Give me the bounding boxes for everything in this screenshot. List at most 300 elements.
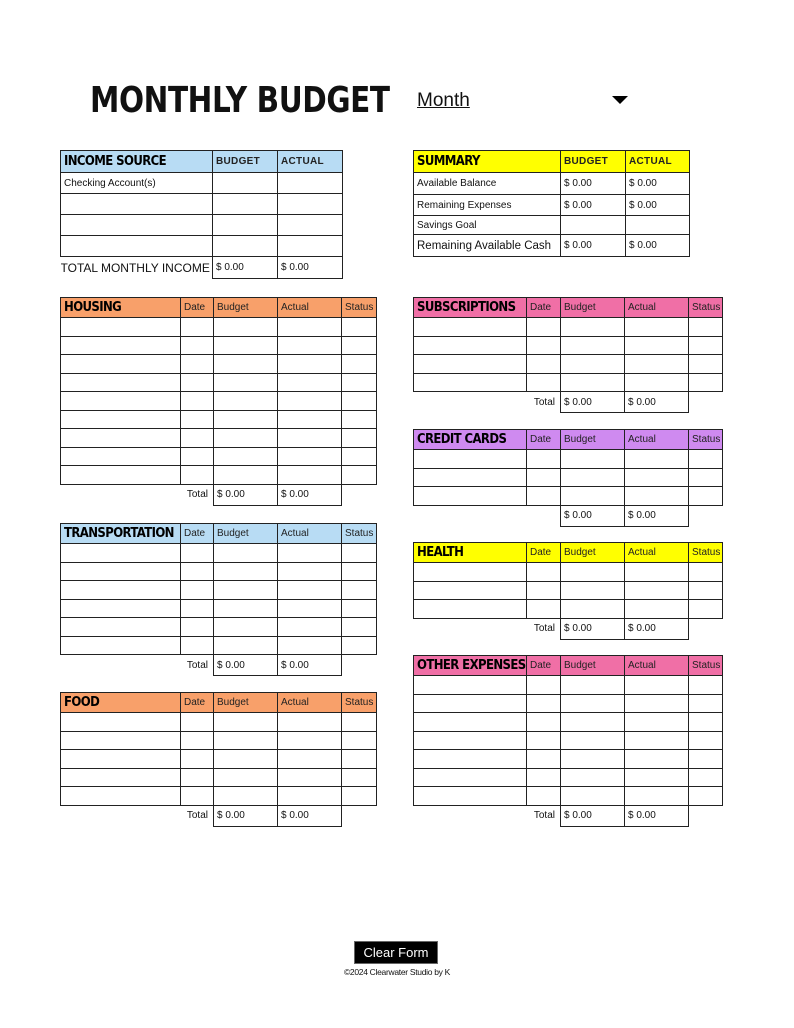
status-cell[interactable] bbox=[342, 373, 377, 392]
item-cell[interactable] bbox=[414, 487, 527, 506]
column-header-status: Status bbox=[689, 656, 723, 676]
date-cell[interactable] bbox=[181, 373, 214, 392]
date-cell[interactable] bbox=[181, 336, 214, 355]
status-cell[interactable] bbox=[342, 599, 377, 618]
actual-cell[interactable] bbox=[278, 373, 342, 392]
status-cell[interactable] bbox=[689, 336, 723, 355]
column-header-date: Date bbox=[181, 693, 214, 713]
table-row bbox=[61, 318, 377, 337]
actual-cell[interactable] bbox=[625, 487, 689, 506]
status-cell[interactable] bbox=[342, 636, 377, 655]
table-row bbox=[61, 355, 377, 374]
actual-cell[interactable] bbox=[278, 787, 342, 806]
actual-cell[interactable] bbox=[625, 318, 689, 337]
total-actual: $ 0.00 bbox=[625, 392, 689, 413]
month-dropdown[interactable]: Month bbox=[417, 90, 470, 111]
date-cell[interactable] bbox=[527, 787, 561, 806]
budget-cell[interactable] bbox=[214, 466, 278, 485]
actual-cell[interactable] bbox=[278, 544, 342, 563]
total-label: Total bbox=[186, 659, 208, 671]
total-budget: $ 0.00 bbox=[213, 257, 278, 279]
date-cell[interactable] bbox=[181, 466, 214, 485]
budget-cell[interactable] bbox=[561, 581, 625, 600]
status-cell[interactable] bbox=[689, 355, 723, 374]
date-cell[interactable] bbox=[527, 336, 561, 355]
status-cell[interactable] bbox=[689, 731, 723, 750]
summary-header bbox=[414, 151, 690, 173]
budget-cell[interactable] bbox=[561, 318, 625, 337]
item-cell[interactable] bbox=[61, 429, 181, 448]
status-cell[interactable] bbox=[689, 487, 723, 506]
actual-cell: $ 0.00 bbox=[626, 173, 690, 195]
actual-cell[interactable] bbox=[278, 731, 342, 750]
budget-cell[interactable] bbox=[561, 487, 625, 506]
item-cell[interactable] bbox=[414, 600, 527, 619]
table-row bbox=[61, 194, 343, 215]
column-header-budget: BUDGET bbox=[561, 151, 626, 173]
status-cell[interactable] bbox=[342, 544, 377, 563]
budget-cell[interactable] bbox=[561, 468, 625, 487]
date-cell[interactable] bbox=[181, 355, 214, 374]
table-row bbox=[414, 787, 723, 806]
actual-cell[interactable] bbox=[278, 318, 342, 337]
table-row bbox=[414, 235, 690, 257]
housing-table bbox=[60, 297, 377, 506]
section-header bbox=[61, 693, 377, 713]
status-cell[interactable] bbox=[342, 355, 377, 374]
status-cell[interactable] bbox=[689, 787, 723, 806]
item-cell[interactable] bbox=[61, 599, 181, 618]
table-row bbox=[61, 410, 377, 429]
total-label: Total bbox=[533, 396, 555, 408]
date-cell[interactable] bbox=[181, 713, 214, 732]
column-header-actual: Actual bbox=[278, 298, 342, 318]
date-cell[interactable] bbox=[527, 731, 561, 750]
budget-cell[interactable] bbox=[561, 450, 625, 469]
status-cell[interactable] bbox=[689, 750, 723, 769]
actual-cell[interactable] bbox=[625, 468, 689, 487]
date-cell[interactable] bbox=[181, 768, 214, 787]
actual-cell[interactable] bbox=[626, 216, 690, 235]
clear-form-button[interactable]: Clear Form bbox=[354, 941, 438, 964]
date-cell[interactable] bbox=[181, 429, 214, 448]
table-row bbox=[61, 544, 377, 563]
status-cell[interactable] bbox=[689, 676, 723, 695]
budget-cell[interactable] bbox=[214, 599, 278, 618]
table-row bbox=[61, 618, 377, 637]
budget-cell[interactable] bbox=[214, 447, 278, 466]
income-source-cell[interactable] bbox=[61, 236, 213, 257]
status-cell[interactable] bbox=[342, 429, 377, 448]
table-row bbox=[61, 787, 377, 806]
status-cell[interactable] bbox=[342, 618, 377, 637]
item-cell[interactable] bbox=[414, 373, 527, 392]
total-budget: $ 0.00 bbox=[214, 655, 278, 676]
column-header-budget: Budget bbox=[214, 693, 278, 713]
summary-label: Available Balance bbox=[414, 173, 561, 195]
budget-cell[interactable] bbox=[561, 713, 625, 732]
table-row bbox=[414, 487, 723, 506]
total-actual: $ 0.00 bbox=[278, 655, 342, 676]
column-header-date: Date bbox=[527, 298, 561, 318]
section-title: TRANSPORTATION bbox=[61, 524, 181, 544]
income-source-cell[interactable] bbox=[61, 215, 213, 236]
status-cell[interactable] bbox=[342, 713, 377, 732]
item-cell[interactable] bbox=[414, 450, 527, 469]
actual-cell[interactable] bbox=[625, 450, 689, 469]
status-cell[interactable] bbox=[689, 563, 723, 582]
column-header-actual: Actual bbox=[625, 298, 689, 318]
total-budget: $ 0.00 bbox=[561, 392, 625, 413]
total-label: TOTAL MONTHLY INCOME bbox=[60, 260, 210, 275]
income-header bbox=[61, 151, 343, 173]
date-cell[interactable] bbox=[181, 618, 214, 637]
income-source-cell[interactable] bbox=[61, 194, 213, 215]
item-cell[interactable] bbox=[414, 750, 527, 769]
section-title: INCOME SOURCE bbox=[61, 151, 213, 173]
budget-cell[interactable] bbox=[561, 216, 626, 235]
budget-cell[interactable] bbox=[561, 373, 625, 392]
table-row bbox=[61, 336, 377, 355]
date-cell[interactable] bbox=[181, 410, 214, 429]
actual-cell[interactable] bbox=[278, 618, 342, 637]
date-cell[interactable] bbox=[527, 373, 561, 392]
column-header-status: Status bbox=[689, 430, 723, 450]
section-title: SUMMARY bbox=[414, 151, 561, 173]
item-cell[interactable] bbox=[414, 355, 527, 374]
item-cell[interactable] bbox=[61, 562, 181, 581]
status-cell[interactable] bbox=[689, 600, 723, 619]
budget-cell[interactable] bbox=[214, 410, 278, 429]
budget-cell[interactable] bbox=[561, 750, 625, 769]
column-header-budget: Budget bbox=[214, 524, 278, 544]
table-row bbox=[61, 581, 377, 600]
status-cell[interactable] bbox=[342, 768, 377, 787]
actual-cell[interactable] bbox=[625, 676, 689, 695]
date-cell[interactable] bbox=[527, 487, 561, 506]
actual-cell[interactable] bbox=[278, 236, 343, 257]
budget-cell[interactable] bbox=[214, 618, 278, 637]
budget-cell[interactable] bbox=[214, 581, 278, 600]
date-cell[interactable] bbox=[181, 562, 214, 581]
table-row bbox=[61, 236, 343, 257]
total-actual: $ 0.00 bbox=[278, 805, 342, 826]
total-label bbox=[527, 505, 561, 526]
budget-cell[interactable] bbox=[214, 713, 278, 732]
budget-cell[interactable] bbox=[213, 215, 278, 236]
item-cell[interactable] bbox=[61, 768, 181, 787]
actual-cell[interactable] bbox=[625, 355, 689, 374]
table-row bbox=[414, 750, 723, 769]
status-cell[interactable] bbox=[342, 787, 377, 806]
date-cell[interactable] bbox=[181, 447, 214, 466]
budget-cell[interactable] bbox=[214, 336, 278, 355]
table-row bbox=[414, 694, 723, 713]
budget-cell[interactable] bbox=[214, 636, 278, 655]
item-cell[interactable] bbox=[414, 336, 527, 355]
total-label: Total bbox=[186, 810, 208, 822]
status-cell[interactable] bbox=[342, 562, 377, 581]
budget-cell[interactable] bbox=[561, 676, 625, 695]
item-cell[interactable] bbox=[61, 392, 181, 411]
status-cell[interactable] bbox=[342, 410, 377, 429]
summary-label: Remaining Expenses bbox=[414, 195, 561, 216]
section-title: SUBSCRIPTIONS bbox=[414, 298, 527, 318]
actual-cell[interactable] bbox=[278, 636, 342, 655]
section-header bbox=[61, 298, 377, 318]
date-cell[interactable] bbox=[181, 599, 214, 618]
table-row bbox=[61, 768, 377, 787]
total-row bbox=[61, 655, 377, 676]
item-cell[interactable] bbox=[61, 636, 181, 655]
column-header-budget: Budget bbox=[214, 298, 278, 318]
table-row bbox=[61, 562, 377, 581]
table-row bbox=[61, 215, 343, 236]
item-cell[interactable] bbox=[414, 676, 527, 695]
date-cell[interactable] bbox=[181, 581, 214, 600]
date-cell[interactable] bbox=[527, 581, 561, 600]
status-cell[interactable] bbox=[689, 581, 723, 600]
actual-cell[interactable] bbox=[278, 562, 342, 581]
column-header-status: Status bbox=[689, 298, 723, 318]
budget-cell[interactable] bbox=[214, 355, 278, 374]
date-cell[interactable] bbox=[527, 600, 561, 619]
item-cell[interactable] bbox=[61, 787, 181, 806]
item-cell[interactable] bbox=[414, 468, 527, 487]
actual-cell[interactable] bbox=[278, 466, 342, 485]
item-cell[interactable] bbox=[414, 787, 527, 806]
actual-cell[interactable] bbox=[278, 750, 342, 769]
item-cell[interactable] bbox=[61, 544, 181, 563]
other-expenses-table bbox=[413, 655, 723, 827]
item-cell[interactable] bbox=[61, 336, 181, 355]
actual-cell[interactable] bbox=[625, 694, 689, 713]
date-cell[interactable] bbox=[527, 694, 561, 713]
actual-cell[interactable] bbox=[278, 194, 343, 215]
section-title: HEALTH bbox=[414, 543, 527, 563]
item-cell[interactable] bbox=[414, 694, 527, 713]
date-cell[interactable] bbox=[181, 544, 214, 563]
date-cell[interactable] bbox=[527, 355, 561, 374]
actual-cell[interactable] bbox=[278, 713, 342, 732]
table-row bbox=[414, 318, 723, 337]
column-header-actual: Actual bbox=[278, 693, 342, 713]
section-title: OTHER EXPENSES bbox=[414, 656, 527, 676]
actual-cell[interactable] bbox=[278, 429, 342, 448]
status-cell[interactable] bbox=[689, 694, 723, 713]
date-cell[interactable] bbox=[181, 787, 214, 806]
total-row bbox=[414, 392, 723, 413]
budget-cell[interactable] bbox=[214, 787, 278, 806]
summary-table bbox=[413, 150, 690, 257]
table-row bbox=[61, 447, 377, 466]
date-cell[interactable] bbox=[527, 318, 561, 337]
table-row bbox=[61, 373, 377, 392]
column-header-date: Date bbox=[527, 656, 561, 676]
budget-cell[interactable] bbox=[561, 694, 625, 713]
total-budget: $ 0.00 bbox=[561, 805, 625, 826]
table-row bbox=[414, 676, 723, 695]
date-cell[interactable] bbox=[527, 750, 561, 769]
actual-cell[interactable] bbox=[625, 787, 689, 806]
actual-cell[interactable] bbox=[278, 173, 343, 194]
status-cell[interactable] bbox=[342, 318, 377, 337]
status-cell[interactable] bbox=[689, 768, 723, 787]
budget-cell[interactable] bbox=[214, 392, 278, 411]
table-row bbox=[61, 466, 377, 485]
item-cell[interactable] bbox=[61, 318, 181, 337]
actual-cell[interactable] bbox=[625, 600, 689, 619]
item-cell[interactable] bbox=[61, 355, 181, 374]
item-cell[interactable] bbox=[414, 581, 527, 600]
status-cell[interactable] bbox=[689, 713, 723, 732]
budget-cell[interactable] bbox=[214, 731, 278, 750]
item-cell[interactable] bbox=[61, 618, 181, 637]
column-header-status: Status bbox=[342, 298, 377, 318]
actual-cell[interactable] bbox=[625, 563, 689, 582]
status-cell[interactable] bbox=[342, 750, 377, 769]
budget-cell[interactable] bbox=[214, 750, 278, 769]
budget-cell[interactable] bbox=[213, 236, 278, 257]
total-budget: $ 0.00 bbox=[561, 618, 625, 639]
total-label: Total bbox=[533, 623, 555, 635]
actual-cell[interactable] bbox=[625, 731, 689, 750]
actual-cell[interactable] bbox=[625, 581, 689, 600]
item-cell[interactable] bbox=[61, 373, 181, 392]
actual-cell[interactable] bbox=[278, 355, 342, 374]
actual-cell[interactable] bbox=[278, 768, 342, 787]
section-header bbox=[414, 543, 723, 563]
column-header-budget: Budget bbox=[561, 656, 625, 676]
status-cell[interactable] bbox=[689, 450, 723, 469]
budget-cell[interactable] bbox=[214, 768, 278, 787]
status-cell[interactable] bbox=[342, 336, 377, 355]
table-row bbox=[414, 768, 723, 787]
status-cell[interactable] bbox=[689, 373, 723, 392]
total-budget: $ 0.00 bbox=[214, 484, 278, 505]
actual-cell[interactable] bbox=[278, 392, 342, 411]
date-cell[interactable] bbox=[527, 468, 561, 487]
budget-cell[interactable] bbox=[214, 373, 278, 392]
status-cell[interactable] bbox=[342, 447, 377, 466]
budget-cell[interactable] bbox=[561, 563, 625, 582]
status-cell[interactable] bbox=[689, 318, 723, 337]
table-row bbox=[414, 563, 723, 582]
table-row bbox=[61, 429, 377, 448]
section-title: FOOD bbox=[61, 693, 181, 713]
status-cell[interactable] bbox=[342, 581, 377, 600]
actual-cell[interactable] bbox=[278, 215, 343, 236]
table-row bbox=[61, 173, 343, 194]
date-cell[interactable] bbox=[181, 750, 214, 769]
budget-cell[interactable] bbox=[214, 429, 278, 448]
column-header-date: Date bbox=[527, 543, 561, 563]
budget-cell[interactable] bbox=[214, 562, 278, 581]
date-cell[interactable] bbox=[181, 318, 214, 337]
column-header-actual: Actual bbox=[625, 430, 689, 450]
total-row bbox=[414, 618, 723, 639]
table-row bbox=[414, 173, 690, 195]
budget-cell[interactable] bbox=[561, 336, 625, 355]
actual-cell[interactable] bbox=[278, 599, 342, 618]
item-cell[interactable] bbox=[414, 768, 527, 787]
actual-cell[interactable] bbox=[278, 336, 342, 355]
section-header bbox=[414, 656, 723, 676]
date-cell[interactable] bbox=[181, 731, 214, 750]
status-cell[interactable] bbox=[342, 731, 377, 750]
date-cell[interactable] bbox=[181, 636, 214, 655]
budget-cell[interactable] bbox=[214, 544, 278, 563]
section-header bbox=[414, 430, 723, 450]
item-cell[interactable] bbox=[414, 563, 527, 582]
budget-cell[interactable] bbox=[561, 787, 625, 806]
item-cell[interactable] bbox=[414, 713, 527, 732]
item-cell[interactable] bbox=[61, 713, 181, 732]
item-cell[interactable] bbox=[61, 410, 181, 429]
status-cell[interactable] bbox=[689, 468, 723, 487]
date-cell[interactable] bbox=[527, 450, 561, 469]
date-cell[interactable] bbox=[527, 563, 561, 582]
item-cell[interactable] bbox=[61, 447, 181, 466]
actual-cell[interactable] bbox=[278, 447, 342, 466]
item-cell[interactable] bbox=[414, 731, 527, 750]
status-cell[interactable] bbox=[342, 466, 377, 485]
column-header-actual: ACTUAL bbox=[626, 151, 690, 173]
item-cell[interactable] bbox=[61, 731, 181, 750]
actual-cell[interactable] bbox=[625, 336, 689, 355]
actual-cell[interactable] bbox=[278, 410, 342, 429]
health-table bbox=[413, 542, 723, 640]
budget-cell[interactable] bbox=[213, 194, 278, 215]
actual-cell[interactable] bbox=[625, 768, 689, 787]
chevron-down-icon[interactable] bbox=[612, 96, 628, 104]
food-table bbox=[60, 692, 377, 827]
budget-cell[interactable] bbox=[214, 318, 278, 337]
actual-cell[interactable] bbox=[625, 373, 689, 392]
income-source-cell[interactable]: Checking Account(s) bbox=[61, 173, 213, 194]
table-row bbox=[61, 392, 377, 411]
item-cell[interactable] bbox=[61, 750, 181, 769]
date-cell[interactable] bbox=[527, 713, 561, 732]
item-cell[interactable] bbox=[61, 466, 181, 485]
budget-cell[interactable] bbox=[561, 355, 625, 374]
actual-cell[interactable] bbox=[625, 750, 689, 769]
budget-cell[interactable] bbox=[561, 600, 625, 619]
table-row bbox=[414, 450, 723, 469]
date-cell[interactable] bbox=[527, 768, 561, 787]
date-cell[interactable] bbox=[181, 392, 214, 411]
total-label: Total bbox=[186, 489, 208, 501]
date-cell[interactable] bbox=[527, 676, 561, 695]
total-row bbox=[61, 484, 377, 505]
status-cell[interactable] bbox=[342, 392, 377, 411]
actual-cell[interactable] bbox=[278, 581, 342, 600]
column-header-budget: BUDGET bbox=[213, 151, 278, 173]
budget-cell[interactable] bbox=[213, 173, 278, 194]
budget-cell[interactable] bbox=[561, 768, 625, 787]
total-row bbox=[61, 805, 377, 826]
total-budget: $ 0.00 bbox=[214, 805, 278, 826]
total-row bbox=[414, 505, 723, 526]
item-cell[interactable] bbox=[414, 318, 527, 337]
table-row bbox=[414, 336, 723, 355]
budget-cell: $ 0.00 bbox=[561, 235, 626, 257]
item-cell[interactable] bbox=[61, 581, 181, 600]
budget-cell[interactable] bbox=[561, 731, 625, 750]
section-header bbox=[61, 524, 377, 544]
actual-cell[interactable] bbox=[625, 713, 689, 732]
table-row bbox=[414, 216, 690, 235]
